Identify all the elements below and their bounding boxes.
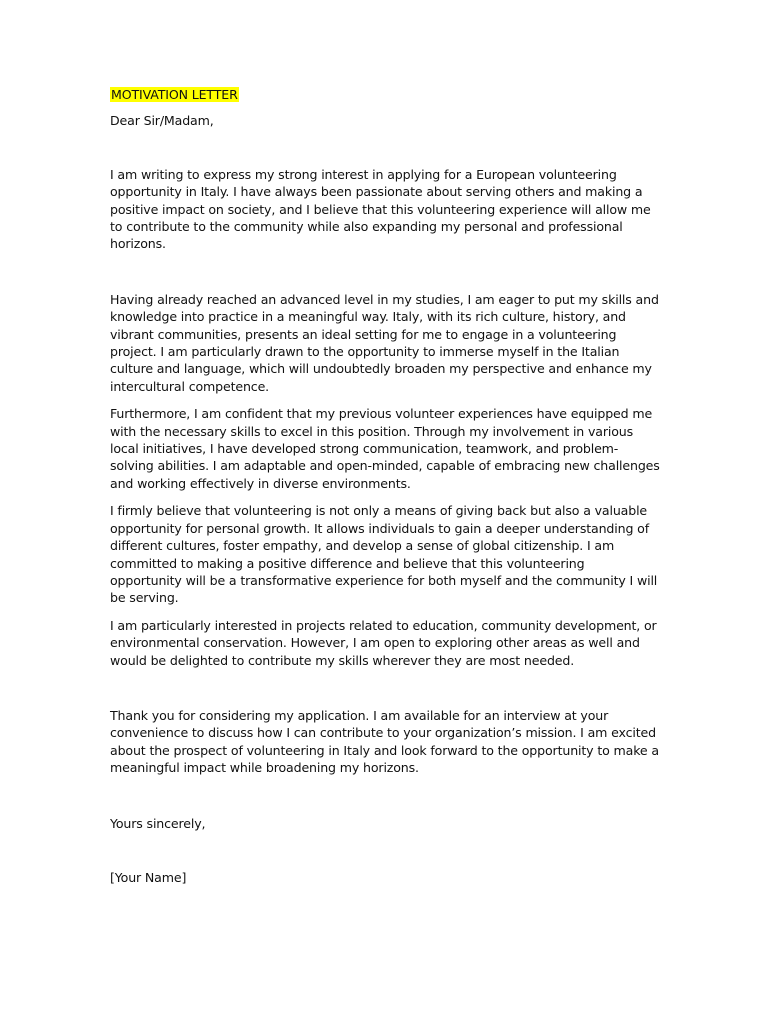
paragraph-thanks: Thank you for considering my application. I am available for an interview at your convenience to discuss how I can contribute to your organization’s mission. I am excited about the prospect of volunteering in Italy and look forward to the opportunity to make a meaningful impact while broadening my horizons. <box>110 707 659 776</box>
signature: [Your Name] <box>110 869 187 885</box>
closing: Yours sincerely, <box>110 815 206 831</box>
letter-body <box>110 86 660 886</box>
letter-title: MOTIVATION LETTER <box>111 87 238 102</box>
paragraph-studies: Having already reached an advanced level in my studies, I am eager to put my skills and knowledge into practice in a meaningful way. Italy, with its rich culture, history, and vibrant communities, presents an ideal setting for me to engage in a volunteering project. I am particularly drawn to the opportunity to immerse myself in the Italian culture and language, which will undoubtedly broaden my perspective and enhance my intercultural competence. <box>110 291 659 394</box>
paragraph-intro: I am writing to express my strong interest in applying for a European volunteering opportunity in Italy. I have always been passionate about serving others and making a positive impact on society, and I believe that this volunteering experience will allow me to contribute to the community while also expanding my personal and professional horizons. <box>110 166 651 252</box>
paragraph-interests: I am particularly interested in projects related to education, community development, or environmental conservation. However, I am open to exploring other areas as well and would be delighted to contribute my skills wherever they are most needed. <box>110 617 657 668</box>
paragraph-experience: Furthermore, I am confident that my previous volunteer experiences have equipped me with the necessary skills to excel in this position. Through my involvement in various local initiatives, I have developed strong communication, teamwork, and problem-solving abilities. I am adaptable and open-minded, capable of embracing new challenges and working effectively in diverse environments. <box>110 406 660 491</box>
title-line <box>110 86 660 103</box>
paragraph-growth: I firmly believe that volunteering is not only a means of giving back but also a valuable opportunity for personal growth. It allows individuals to gain a deeper understanding of different cultures, foster empathy, and develop a sense of global citizenship. I am committed to making a positive difference and believe that this volunteering opportunity will be a transformative experience for both myself and the community I will be serving. <box>110 503 658 606</box>
salutation: Dear Sir/Madam, <box>110 113 214 129</box>
